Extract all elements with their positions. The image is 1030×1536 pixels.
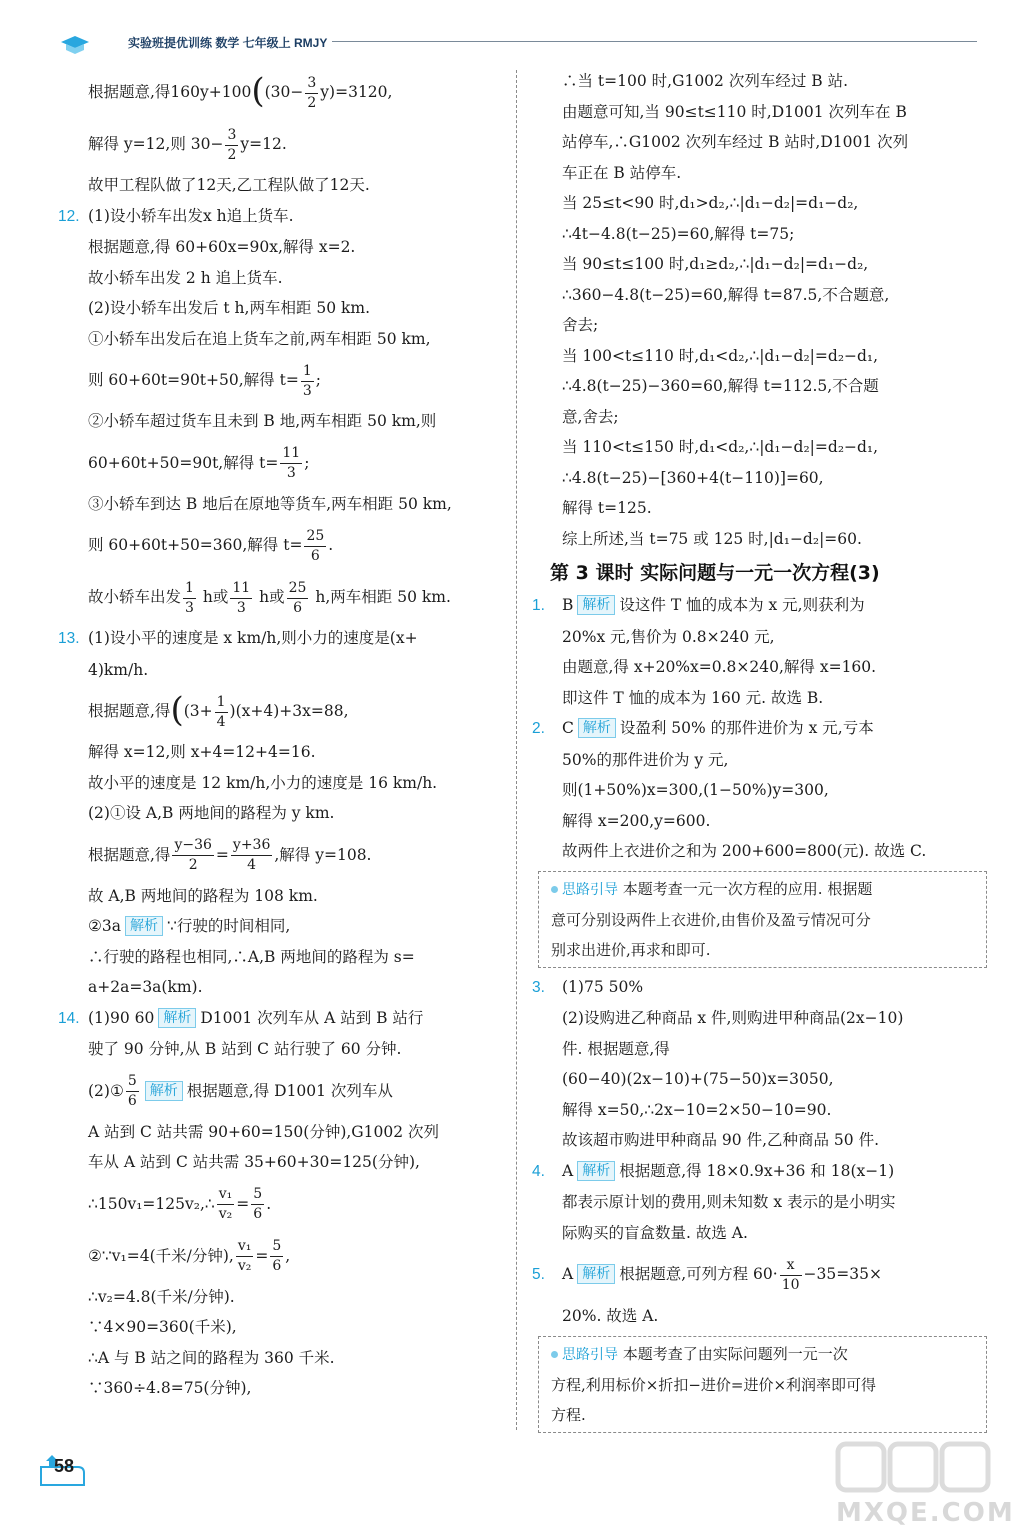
hint-line: 思路引导 本题考查了由实际问题列一元一次: [551, 1339, 976, 1370]
text-line: 50%的那件进价为 y 元,: [562, 750, 729, 769]
text-line: 根据题意,得((3+ $\frac{1}{4}$ )(x+4)+3x=88,: [88, 690, 349, 730]
text-line: 故 A,B 两地间的路程为 108 km.: [88, 886, 318, 905]
fraction: $\frac{\text{v₁}}{\text{v₂}}$: [218, 1186, 233, 1222]
text-line: ∴v₂=4.8(千米/分钟).: [88, 1287, 235, 1306]
text-line: 故甲工程队做了12天,乙工程队做了12天.: [88, 176, 370, 194]
text-line: 当 100<t≤110 时,d₁<d₂,∴|d₁−d₂|=d₂−d₁,: [562, 346, 879, 365]
question-1: 1. B 解析 设这件 T 恤的成本为 x 元,则获利为: [532, 590, 987, 622]
fraction: $\frac{5}{6}$: [127, 1073, 137, 1109]
text-line: 车正在 B 站停车.: [562, 163, 682, 182]
hint-box: [538, 1336, 987, 1433]
text-line: 驶了 90 分钟,从 B 站到 C 站行驶了 60 分钟.: [88, 1040, 402, 1058]
text-line: 故该超市购进甲种商品 90 件,乙种商品 50 件.: [562, 1131, 880, 1149]
text-line: 故小轿车出发 $\frac{1}{3}$ h或 $\frac{11}{3}$ h或 $\frac{25}{6}$ h,两车相距 50 km.: [88, 579, 451, 616]
text-line: ∴150v₁=125v₂,∴ $\frac{\text{v₁}}{\text{v₂}}$ = $\frac{5}{6}$ .: [88, 1186, 272, 1222]
text-line: 当 25≤t<90 时,d₁>d₂,∴|d₁−d₂|=d₁−d₂,: [562, 194, 859, 212]
question-3: 3. (1)75 50%: [532, 972, 987, 1004]
question-number: 1.: [532, 597, 545, 614]
fraction: $\frac{1}{4}$: [216, 693, 226, 730]
text-line: (2)设购进乙种商品 x 件,则购进甲种商品(2x−10): [562, 1009, 904, 1027]
analysis-tag: 解析: [577, 595, 615, 615]
section-heading: 第 3 课时 实际问题与一元一次方程(3): [550, 562, 880, 584]
text-line: 当 110<t≤150 时,d₁<d₂,∴|d₁−d₂|=d₂−d₁,: [562, 438, 879, 456]
text-line: (2)设小轿车出发后 t h,两车相距 50 km.: [88, 299, 371, 317]
text-line: ∴4.8(t−25)−360=60,解得 t=112.5,不合题: [562, 377, 879, 395]
page-number: 58: [54, 1456, 75, 1476]
hint-label: 思路引导: [551, 1347, 618, 1363]
text-line: (60−40)(2x−10)+(75−50)x=3050,: [562, 1070, 834, 1088]
question-13: 13. (1)设小平的速度是 x km/h,则小力的速度是(x+: [58, 623, 508, 655]
text-line: 际购买的盲盒数量. 故选 A.: [562, 1223, 748, 1242]
text-line: A 站到 C 站共需 90+60=150(分钟),G1002 次列: [88, 1122, 440, 1141]
question-5: 5. A 解析 根据题意,可列方程 60· $\frac{x}{10}$ −35=35×: [532, 1248, 987, 1301]
text-line: 由题意可知,当 90≤t≤110 时,D1001 次列车在 B: [562, 102, 907, 121]
text-line: 解得 t=125.: [562, 499, 652, 517]
text-line: ∵360÷4.8=75(分钟),: [88, 1379, 252, 1397]
text-line: ∴360−4.8(t−25)=60,解得 t=87.5,不合题意,: [562, 285, 890, 304]
question-number: 3.: [532, 978, 545, 996]
text-line: 20%. 故选 A.: [562, 1307, 659, 1325]
fraction: $\frac{\text{v₁}}{\text{v₂}}$: [237, 1238, 252, 1274]
dot-icon: [551, 886, 558, 893]
text-line: 解得 x=200,y=600.: [562, 811, 711, 830]
question-4: 4. A 解析 根据题意,得 18×0.9x+36 和 18(x−1): [532, 1156, 987, 1188]
question-14: 14. (1)90 60 解析 D1001 次列车从 A 站到 B 站行: [58, 1003, 508, 1035]
hint-line: 别求出进价,再求和即可.: [551, 940, 711, 959]
text-line: 舍去;: [562, 316, 599, 334]
fraction: $\frac{3}{2}$: [227, 126, 237, 163]
text-line: 由题意,得 x+20%x=0.8×240,解得 x=160.: [562, 658, 877, 676]
text-line: 则(1+50%)x=300,(1−50%)y=300,: [562, 781, 829, 799]
header-title: 实验班提优训练 数学 七年级上 RMJY: [128, 36, 328, 50]
hint-line: 意可分别设两件上衣进价,由售价及盈亏情况可分: [551, 910, 871, 929]
text-line: 即这件 T 恤的成本为 160 元. 故选 B.: [562, 688, 824, 707]
dot-icon: [551, 1351, 558, 1358]
question-number: 14.: [58, 1009, 80, 1027]
text-line: 故小轿车出发 2 h 追上货车.: [88, 268, 283, 287]
text-line: ∴A 与 B 站之间的路程为 360 千米.: [88, 1348, 335, 1367]
fraction: $\frac{5}{6}$: [253, 1186, 263, 1222]
text-line: 都表示原计划的费用,则未知数 x 表示的是小明实: [562, 1193, 896, 1211]
fraction: $\frac{11}{3}$: [282, 445, 301, 481]
fraction: $\frac{25}{6}$: [306, 527, 325, 564]
text-line: 件. 根据题意,得: [562, 1039, 670, 1058]
fraction: $\frac{3}{2}$: [307, 74, 317, 111]
hint-line: 思路引导 本题考查一元一次方程的应用. 根据题: [551, 874, 976, 905]
fraction: $\frac{y-36}{2}$: [174, 837, 212, 873]
hint-label: 思路引导: [551, 882, 618, 898]
fraction: $\frac{11}{3}$: [232, 579, 251, 616]
text-line: 20%x 元,售价为 0.8×240 元,: [562, 627, 775, 646]
question-number: 2.: [532, 720, 545, 737]
right-column: [532, 66, 987, 1437]
header-rule: [332, 41, 977, 42]
page-header: [40, 20, 990, 60]
text-line: ②∵v₁=4(千米/分钟), $\frac{\text{v₁}}{\text{v₂}}$ = $\frac{5}{6}$ ,: [88, 1238, 291, 1274]
text-line: ∴当 t=100 时,G1002 次列车经过 B 站.: [562, 72, 849, 90]
question-12: 12. (1)设小轿车出发x h追上货车.: [58, 201, 508, 233]
watermark-text: MXQE.COM: [836, 1498, 1015, 1528]
left-column: [58, 66, 508, 1404]
fraction: $\frac{x}{10}$: [781, 1256, 800, 1293]
text-line: 解得 x=12,则 x+4=12+4=16.: [88, 743, 316, 761]
fraction: $\frac{1}{3}$: [185, 579, 194, 616]
text-line: 根据题意,得160y+100((30− $\frac{3}{2}$ y)=3120,: [88, 71, 393, 111]
fraction: $\frac{5}{6}$: [272, 1238, 282, 1274]
text-line: ∴4t−4.8(t−25)=60,解得 t=75;: [562, 224, 795, 243]
analysis-tag: 解析: [577, 1161, 615, 1181]
fraction: $\frac{y+36}{4}$: [232, 837, 271, 873]
hint-line: 方程.: [551, 1405, 586, 1424]
text-line: 根据题意,得 60+60x=90x,解得 x=2.: [88, 238, 356, 256]
analysis-tag: 解析: [158, 1008, 196, 1028]
text-line: 车从 A 站到 C 站共需 35+60+30=125(分钟),: [88, 1153, 420, 1171]
text-line: 解得 x=50,∴2x−10=2×50−10=90.: [562, 1100, 832, 1119]
fraction: $\frac{1}{3}$: [302, 362, 312, 399]
column-divider: [516, 70, 517, 1430]
text-line: 根据题意,得 $\frac{y-36}{2}$ = $\frac{y+36}{4}$ ,解得 y=108.: [88, 837, 372, 873]
analysis-tag: 解析: [578, 718, 616, 738]
question-number: 13.: [58, 630, 80, 647]
analysis-tag: 解析: [577, 1264, 615, 1284]
text-line: ①小轿车出发后在追上货车之前,两车相距 50 km,: [88, 329, 431, 348]
text-line: 站停车,∴G1002 次列车经过 B 站时,D1001 次列: [562, 133, 909, 151]
text-line: 则 60+60t+50=360,解得 t= $\frac{25}{6}$ .: [88, 527, 334, 564]
book-logo-icon: [60, 34, 90, 56]
text-line: (2)①设 A,B 两地间的路程为 y km.: [88, 804, 335, 822]
question-number: 12.: [58, 207, 80, 225]
text-line: 当 90≤t≤100 时,d₁≥d₂,∴|d₁−d₂|=d₁−d₂,: [562, 255, 869, 273]
question-2: 2. C 解析 设盈利 50% 的那件进价为 x 元,亏本: [532, 713, 987, 745]
text-line: 意,舍去;: [562, 407, 619, 426]
question-number: 5.: [532, 1266, 545, 1283]
text-line: 解得 y=12,则 30− $\frac{3}{2}$ y=12.: [88, 126, 287, 163]
text-line: ③小轿车到达 B 地后在原地等货车,两车相距 50 km,: [88, 494, 452, 513]
analysis-tag: 解析: [125, 916, 163, 936]
text-line: 故小平的速度是 12 km/h,小力的速度是 16 km/h.: [88, 773, 438, 792]
text-line: (2)① $\frac{5}{6}$ 解析 根据题意,得 D1001 次列车从: [88, 1073, 393, 1109]
text-line: 综上所述,当 t=75 或 125 时,|d₁−d₂|=60.: [562, 529, 862, 548]
text-line: 4)km/h.: [88, 660, 149, 679]
text-line: ②小轿车超过货车且未到 B 地,两车相距 50 km,则: [88, 412, 437, 430]
text-line: 故两件上衣进价之和为 200+600=800(元). 故选 C.: [562, 842, 927, 860]
text-line: ∵4×90=360(千米),: [88, 1318, 237, 1336]
text-line: ∴行驶的路程也相同,∴A,B 两地间的路程为 s=: [88, 947, 415, 966]
text-line: 则 60+60t=90t+50,解得 t= $\frac{1}{3}$ ;: [88, 362, 321, 399]
text-line: a+2a=3a(km).: [88, 978, 203, 996]
hint-box: [538, 871, 987, 968]
text-line: 60+60t+50=90t,解得 t= $\frac{11}{3}$ ;: [88, 445, 310, 481]
analysis-tag: 解析: [145, 1081, 183, 1101]
text-line: ②3a 解析 ∵行驶的时间相同,: [88, 917, 291, 935]
text-line: ∴4.8(t−25)−[360+4(t−110)]=60,: [562, 468, 824, 487]
question-number: 4.: [532, 1162, 545, 1180]
fraction: $\frac{25}{6}$: [288, 579, 307, 616]
hint-line: 方程,利用标价×折扣−进价=进价×利润率即可得: [551, 1375, 877, 1394]
